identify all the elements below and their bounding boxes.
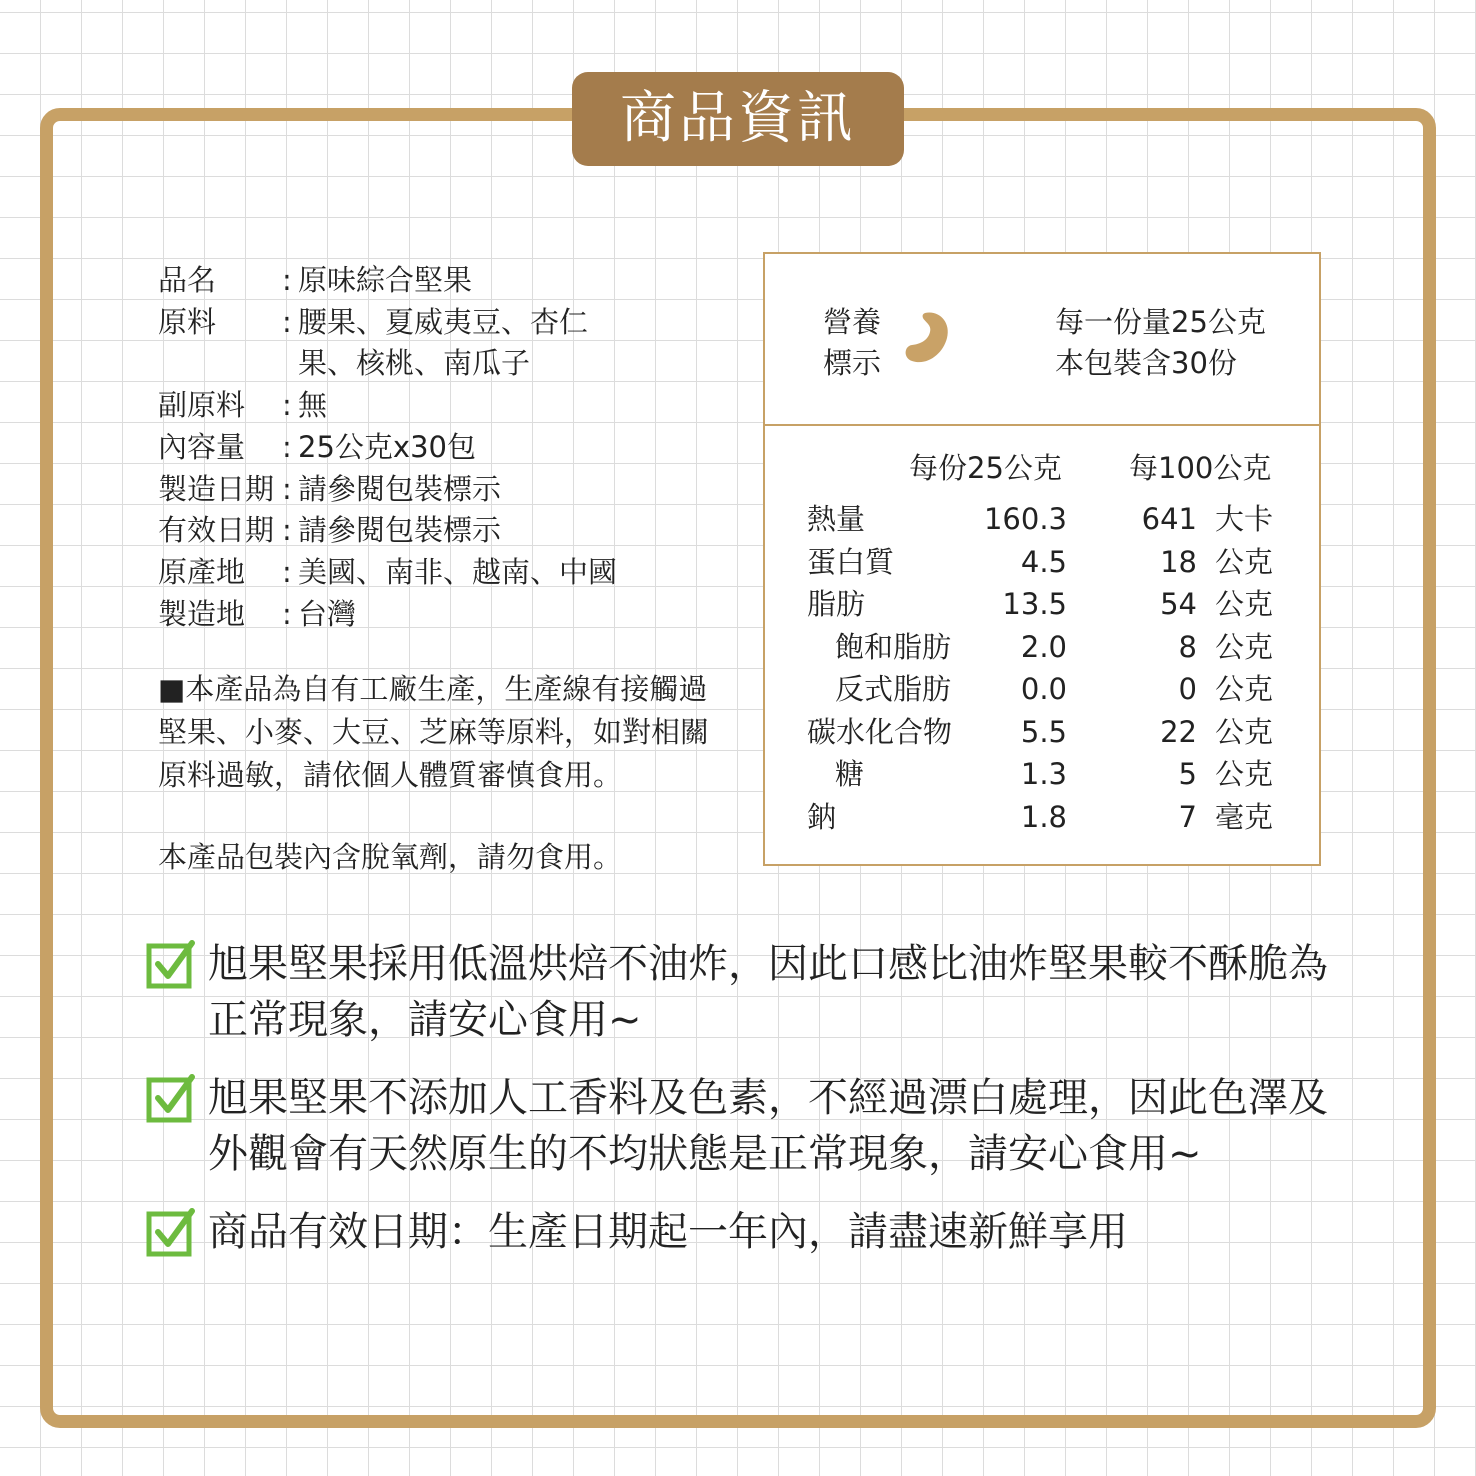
nutrition-row <box>807 753 1277 796</box>
info-row-origin: 原產地 : 美國、南非、越南、中國 <box>158 552 658 594</box>
nutrition-row <box>807 626 1277 669</box>
notice-text-line2: 外觀會有天然原生的不均狀態是正常現象，請安心食用~ <box>208 1131 1202 1177</box>
nutrition-row <box>807 796 1277 839</box>
info-row-name: 品名 : 原味綜合堅果 <box>158 260 658 302</box>
info-value: 請參閱包裝標示 <box>298 471 502 506</box>
nutrient-unit: 大卡 <box>1215 502 1274 536</box>
per-100g-value: 641 <box>1141 502 1197 536</box>
per-100g-value: 54 <box>1160 587 1197 621</box>
info-value: 請參閱包裝標示 <box>298 513 502 548</box>
info-row-expiry-date: 有效日期 : 請參閱包裝標示 <box>158 510 658 552</box>
allergen-note: ■本產品為自有工廠生產，生產線有接觸過堅果、小麥、大豆、芝麻等原料，如對相關原料過敏，請依個人體質審慎食用。 <box>158 672 710 792</box>
nutrient-unit: 公克 <box>1215 757 1274 791</box>
info-label: 製造日期 <box>158 471 275 506</box>
info-value: 腰果、夏威夷豆、杏仁果、核桃、南瓜子 <box>298 304 589 381</box>
info-value: 25公克x30包 <box>298 429 476 464</box>
nutrient-name: 反式脂肪 <box>835 672 952 706</box>
nutrition-row <box>807 498 1277 541</box>
nutrient-name: 碳水化合物 <box>807 714 953 749</box>
per-100g-value: 7 <box>1178 799 1197 834</box>
per-100g-value: 5 <box>1178 757 1197 791</box>
info-label: 內容量 <box>158 429 246 464</box>
per-100g-value: 22 <box>1160 714 1197 749</box>
per-serving-value: 1.8 <box>1020 799 1067 834</box>
info-value: 無 <box>298 388 328 423</box>
nutrient-name: 鈉 <box>807 799 837 834</box>
info-value: 台灣 <box>298 596 357 631</box>
nutrition-rows <box>807 498 1277 838</box>
info-row-ingredients: 原料 : 腰果、夏威夷豆、杏仁果、核桃、南瓜子 <box>158 302 658 385</box>
info-row-sub-ingredients: 副原料 : 無 <box>158 385 658 427</box>
info-label: 原料 <box>158 304 217 339</box>
notice-list <box>146 936 1346 1282</box>
info-row-made-in: 製造地 : 台灣 <box>158 594 658 636</box>
cashew-icon <box>903 310 951 366</box>
nutrient-name: 熱量 <box>807 502 866 536</box>
notice-text-line1: 旭果堅果不添加人工香料及色素，不經過漂白處理，因此色澤及 <box>208 1075 1328 1121</box>
per-serving-value: 2.0 <box>1020 629 1067 664</box>
nutrient-name: 脂肪 <box>807 587 866 621</box>
checkbox-icon <box>146 1208 196 1258</box>
desiccant-note: 本產品包裝內含脫氧劑，請勿食用。 <box>158 840 623 874</box>
info-label: 製造地 <box>158 596 246 631</box>
per-serving-value: 1.3 <box>1020 757 1067 791</box>
serving-size: 每一份量25公克 <box>1055 305 1266 339</box>
nutrient-name: 糖 <box>835 757 865 791</box>
info-label: 有效日期 <box>158 513 275 548</box>
checkbox-icon <box>146 1074 196 1124</box>
nutrient-unit: 毫克 <box>1215 799 1274 834</box>
page-title: 商品資訊 <box>572 72 904 166</box>
notice-text-line2: 正常現象，請安心食用~ <box>208 997 642 1043</box>
notice-text-line1: 商品有效日期：生產日期起一年內，請盡速新鮮享用 <box>208 1209 1128 1255</box>
nutrition-row <box>807 711 1277 754</box>
per-serving-value: 13.5 <box>1002 587 1067 621</box>
notice-item <box>146 1070 1346 1182</box>
per-serving-value: 4.5 <box>1020 544 1067 579</box>
product-info-list <box>158 260 658 635</box>
nutrient-unit: 公克 <box>1215 629 1274 664</box>
info-label: 副原料 <box>158 388 246 423</box>
servings-per-pack: 本包裝含30份 <box>1055 346 1237 380</box>
nutrient-name: 飽和脂肪 <box>835 629 952 664</box>
info-value: 原味綜合堅果 <box>298 263 473 297</box>
checkbox-icon <box>146 940 196 990</box>
nutrition-row <box>807 583 1277 626</box>
info-label: 品名 <box>158 263 217 297</box>
per-100g-value: 0 <box>1178 672 1197 706</box>
info-row-manufacture-date: 製造日期 : 請參閱包裝標示 <box>158 469 658 511</box>
info-row-net-content: 內容量 : 25公克x30包 <box>158 427 658 469</box>
nutrient-unit: 公克 <box>1215 672 1274 706</box>
nutrition-row <box>807 668 1277 711</box>
notice-text-line1: 旭果堅果採用低溫烘焙不油炸，因此口感比油炸堅果較不酥脆為 <box>208 941 1328 987</box>
nutrition-table <box>763 252 1321 866</box>
info-value: 美國、南非、越南、中國 <box>298 554 618 589</box>
column-header-per-serving: 每份25公克 <box>909 451 1062 485</box>
nutrition-row <box>807 541 1277 584</box>
per-serving-value: 5.5 <box>1020 714 1067 749</box>
info-label: 原產地 <box>158 554 246 589</box>
notice-item <box>146 1204 1346 1260</box>
nutrition-title: 營養 標示 <box>823 305 882 380</box>
nutrient-unit: 公克 <box>1215 714 1274 749</box>
nutrient-unit: 公克 <box>1215 587 1274 621</box>
notice-item <box>146 936 1346 1048</box>
per-serving-value: 160.3 <box>983 502 1067 536</box>
per-100g-value: 8 <box>1178 629 1197 664</box>
nutrient-name: 蛋白質 <box>807 544 895 579</box>
nutrient-unit: 公克 <box>1215 544 1274 579</box>
nutrition-header <box>765 254 1319 426</box>
per-100g-value: 18 <box>1160 544 1197 579</box>
column-header-per-100g: 每100公克 <box>1129 451 1272 485</box>
per-serving-value: 0.0 <box>1020 672 1067 706</box>
serving-info <box>1055 302 1266 384</box>
